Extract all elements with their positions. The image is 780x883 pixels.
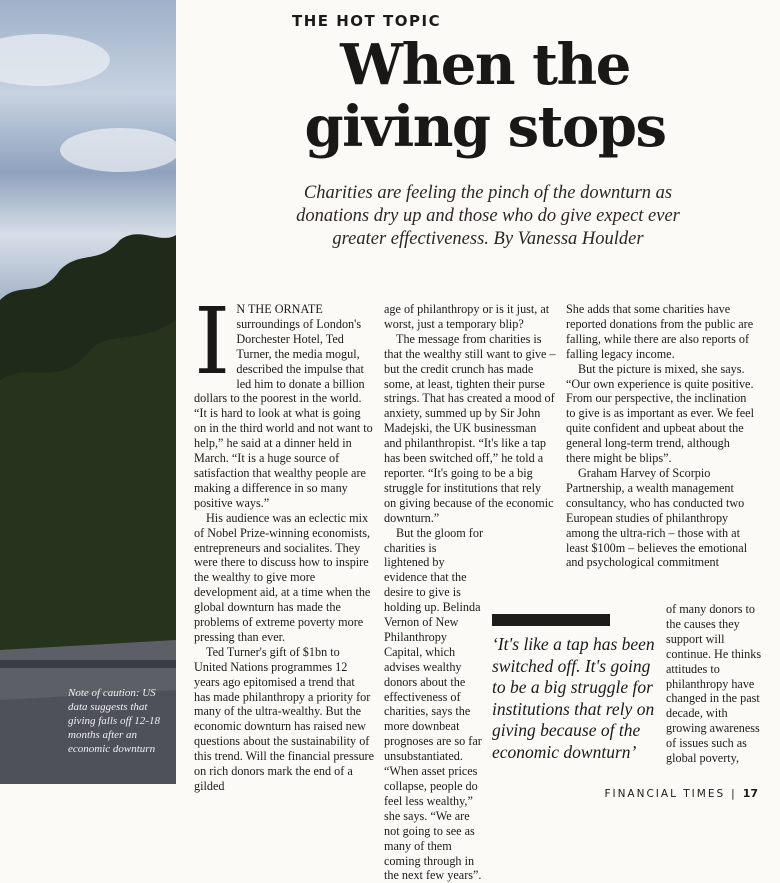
paragraph: The message from charities is that the wealthy still want to give – but the credit crunch has made some, at least, tighten their purse strings. That has created a mood of anxiety, summed up by Sir John Madejski, the UK businessman and philanthropist. “It's like a tap has been switched off,” he told a reporter. “It's going to be a big struggle for institutions that rely on giving because of the economic downturn.” [384, 331, 556, 525]
standfirst: Charities are feeling the pinch of the downturn as donations dry up and those who do give expect ever greater effectiveness. By Vanessa Houlder [296, 183, 680, 249]
article-column-3 [566, 302, 754, 570]
paragraph [194, 288, 374, 511]
page-footer [604, 787, 758, 800]
tree-silhouette [0, 0, 176, 784]
tree-photo [0, 0, 176, 784]
paragraph-text: N THE ORNATE surroundings of London's Dorchester Hotel, Ted Turner, the media mogul, described the impulse that led him to donate a billion dollars to the poorest in the world. “It is hard to look at what is going on in the third world and not want to help,” he said at a dinner held in March. “It is a huge source of satisfaction that wealthy people are making a difference in so many positive ways.” [194, 302, 373, 510]
paragraph-continued: of many donors to the causes they support will continue. He thinks attitudes to philanthropy have changed in the past decade, with growing awareness of issues such as global poverty, [666, 602, 762, 766]
paragraph: She adds that some charities have reported donations from the public are falling, while there are also reports of falling legacy income. [566, 302, 754, 361]
paragraph: But the gloom for charities is lightened by evidence that the desire to give is holding up. Belinda Vernon of New Philanthropy Capital, which advises wealthy donors about the effectiveness of charities, says the more downbeat prognoses are so far unsubstantiated. “When asset prices collapse, people do feel less wealthy,” she says. “We are not going to see as many of them coming through in the next few years”. [384, 525, 483, 883]
publication-name: FINANCIAL TIMES [604, 788, 726, 800]
paragraph: age of philanthropy or is it just, at worst, just a temporary blip? [384, 302, 550, 331]
paragraph: His audience was an eclectic mix of Nobel Prize-winning economists, entrepreneurs and socialites. They were there to discuss how to inspire the wealthy to give more development aid, at a time when the global downturn has made the problems of extreme poverty more pressing than ever. [194, 510, 371, 644]
footer-divider: | [731, 788, 737, 800]
page-number: 17 [742, 787, 758, 800]
pullquote-bar [492, 614, 610, 626]
drop-cap: I [194, 288, 231, 395]
headline: When the giving stops [304, 32, 666, 160]
paragraph: Graham Harvey of Scorpio Partnership, a wealth management consultancy, who has conducted two European studies of philanthropy among the ultra-rich – those with at least $100m – believes the emotional and psychological commitment [566, 465, 748, 570]
paragraph: Ted Turner's gift of $1bn to United Nations programmes 12 years ago epitomised a trend that has made philanthropy a priority for many of the ultra-wealthy. But the economic downturn has raised new questions about the sustainability of this trend. Will the financial pressure on rich donors mark the end of a gilded [194, 644, 375, 793]
pullquote: ‘It's like a tap has been switched off. It's going to be a big struggle for institutions that rely on giving because of the economic downturn’ [492, 634, 655, 762]
article-column-2 [384, 302, 556, 883]
paragraph: But the picture is mixed, she says. “Our own experience is quite positive. From our perspective, the inclination to give is as important as ever. We feel quite confident and upbeat about the general long-term trend, although there might be blips”. [566, 361, 754, 466]
photo-caption: Note of caution: US data suggests that giving falls off 12-18 months after an economic downturn [68, 687, 160, 755]
section-kicker: THE HOT TOPIC [292, 12, 442, 30]
article-column-1 [194, 288, 375, 794]
